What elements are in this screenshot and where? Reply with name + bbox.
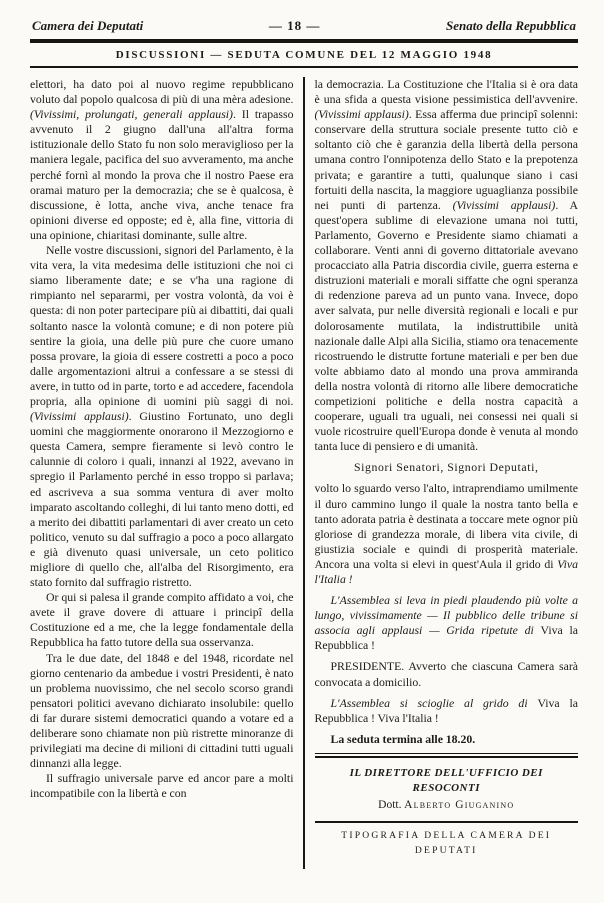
text-segment: (Vivissimi applausi): [30, 409, 129, 424]
paragraph: [30, 590, 294, 650]
director-name-text: Alberto Giuganino: [404, 799, 515, 812]
text-segment: L'Assemblea si leva in piedi plaudendo più volte a lungo, vivissimamente — Il pubblico delle tribune si associa agli applausi — Grida ripetute di: [314, 593, 578, 638]
text-segment: PRESIDENTE. Avverto che ciascuna Camera sarà convocata a domicilio.: [314, 659, 578, 689]
session-caption: DISCUSSIONI — SEDUTA COMUNE DEL 12 MAGGIO 1948: [115, 49, 493, 61]
header-rule-bottom: [30, 66, 578, 68]
text-segment: elettori, ha dato poi al nuovo regime repubblicano voluto dal popolo qualcosa di più di una mèra adesione.: [30, 77, 294, 107]
speech-address-heading: [315, 460, 579, 475]
signoff-block: [315, 747, 579, 869]
text-segment: Signori Senatori, Signori Deputati,: [353, 460, 539, 475]
paragraph: [30, 243, 294, 590]
printer-line: TIPOGRAFIA DELLA CAMERA DEI DEPUTATI: [341, 830, 552, 857]
text-segment: Viva l'Italia !: [314, 556, 578, 586]
text-segment: Il suffragio universale parve ed ancor pare a molti incompatibile con la libertà e con: [30, 771, 294, 801]
director-title: IL DIRETTORE DELL'UFFICIO DEI RESOCONTI: [349, 766, 543, 795]
right-column-text: [315, 77, 579, 747]
left-column: [30, 77, 303, 869]
paragraph: [30, 77, 294, 243]
text-segment: (Vivissimi applausi): [314, 107, 409, 122]
text-segment: L'Assemblea si scioglie al grido di: [330, 695, 538, 710]
director-name: [315, 798, 579, 813]
stage-direction: [315, 696, 579, 726]
text-segment: (Vivissimi applausi): [452, 197, 556, 212]
text-segment: . Giustino Fortunato, uno degli uomini che maggiormente onorarono il Mezzogiorno e questa Camera, sempre fieramente si levò contro le calunnie di coloro i quali, innanzi al 1922, avevano in spregio il Parlamento perché in esso troppo si parlava; ed ascriveva a sua somma ventura di aver molto imparato ascoltando colleghi, di lui tanto meno dotti, ed a merito dei dibattiti parlamentari di aver creato un ceto politico, venuto su dal suffragio a poco a poco allargato e già divenuto quasi universale, un ceto politico migliore di quello che, all'alba del Risorgimento, era stato fornito dal suffragio ristretto.: [30, 409, 294, 590]
director-name-prefix: Dott.: [378, 799, 405, 812]
text-segment: Tra le due date, del 1848 e del 1948, ricordate nel giorno centenario da ambedue i vostri Presidenti, è nato un problema nuovissimo, che nel secolo scorso grandi pensatori politici avevano dichiarato insolubile: quello di far durare sistemi democratici quando a votare ed a deliberare sono chiamate non più ristrette minoranze di privilegiati ma decine di milioni di cittadini tutti uguali dinnanzi alla legge.: [30, 650, 294, 771]
text-segment: Viva la Repubblica !: [314, 623, 578, 653]
text-segment: la democrazia. La Costituzione che l'Italia si è ora data è una sfida a questa visione pessimistica dell'avvenire.: [314, 77, 578, 107]
journal-title-left: Camera dei Deputati: [32, 18, 144, 33]
journal-title-right: Senato della Repubblica: [446, 18, 576, 33]
president-announcement: [315, 659, 579, 689]
paragraph: [315, 481, 579, 587]
text-segment: . Il trapasso avvenuto il 2 giugno dall'una all'altra forma istituzionale dello Stato fu non solo meraviglioso per la maniera legale, pacifica del suo avveramento, ma anche perché fornì al mondo la prova che il nostro Paese era oramai maturo per la democrazia; che se è qualcosa, è discussione, è lotta, anche viva, anche tenace fra opinioni diverse ed opposte; ed è, alla fine, vittoria di una opinione, chiaritasi dominante, sulle altre.: [30, 107, 294, 242]
paragraph: [315, 77, 579, 454]
paragraph: [30, 651, 294, 772]
text-segment: Viva la Repubblica ! Viva l'Italia !: [314, 695, 578, 725]
text-segment: (Vivissimi, prolungati, generali applausi): [30, 107, 233, 122]
right-column: [305, 77, 579, 869]
text-segment: . A quest'opera sublime di elevazione umana noi tutti, Parlamento, Governo e Presidente siamo chiamati a collaborare. Venti anni di governo dittatoriale avevano procacciato alla Patria discordia civile, guerra esterna e distruzioni materiali e morali siffatte che ogni speranza di redenzione pareva ad un punto vana. Invece, dopo aver salvata, pur nelle diversità regionali e locali e pur dolorosamente mutilata, la indistruttibile unità nazionale dalle Alpi alla Sicilia, stiamo ora tenacemente ricostruendo le distrutte fortune materiali e per ben due volte abbiamo dato al mondo una prova ammiranda della nostra volontà di ritorno alle libere democratiche competizioni politiche e della nostra capacità a cooperare, uguali tra uguali, nei consessi nei quali si vuole ricostruire quell'Europa donde è venuta al mondo tanta luce di pensiero e di umanità.: [314, 197, 578, 454]
running-head: [30, 16, 578, 39]
printer-rule: [315, 821, 579, 823]
stage-direction: [315, 593, 579, 653]
session-end-line: [315, 732, 579, 747]
two-column-body: [30, 77, 578, 869]
signoff-double-rule: [315, 753, 579, 758]
page-header: [30, 16, 578, 68]
paragraph: [30, 771, 294, 801]
page-number: — 18 —: [268, 18, 321, 33]
text-segment: volto lo sguardo verso l'alto, intraprendiamo umilmente il duro cammino lungo il quale la nostra tanto bella e tanto adorata patria è destinata a toccare mete ognor più gloriose di grandezza morale, di libera vita civile, di giustizia sociale e quindi di prosperità materiale. Ancora una volta si elevi in quest'Aula il grido di: [314, 481, 578, 571]
text-segment: . Essa afferma due principî solenni: conservare della struttura sociale presente tutto ciò e soltanto ciò che è garanzia della libertà della persona umana contro l'onnipotenza dello Stato e la prepotenza privata; e garantire a tutti, qualunque siano i casi fortuiti della nascita, la maggiore uguaglianza possibile nei punti di partenza.: [314, 107, 578, 212]
text-segment: Nelle vostre discussioni, signori del Parlamento, è la vita vera, la vita medesima delle istituzioni che noi ci siamo liberamente date; e se v'ha una ragione di rimpianto nel separarmi, per vostra volontà, da voi è questa: di non poter partecipare più ai dibattiti, dai quali soltanto nasce la volontà comune; e di non potere più sentire la gioia, una delle più pure che cuore umano possa provare, la gioia di essere costretti a poco a poco dalle argomentazioni altrui a confessare a se stessi di avere, in tutto od in parte, torto e ad accedere, facendola propria, alla opinione di uomini più saggi di noi.: [30, 243, 294, 408]
text-segment: La seduta termina alle 18.20.: [330, 731, 476, 746]
text-segment: Or qui si palesa il grande compito affidato a voi, che avete il grave dovere di attuare i principî della Costituzione ed a me, che la legge fondamentale della Repubblica ha fatto tutore della sua osservanza.: [30, 590, 294, 650]
